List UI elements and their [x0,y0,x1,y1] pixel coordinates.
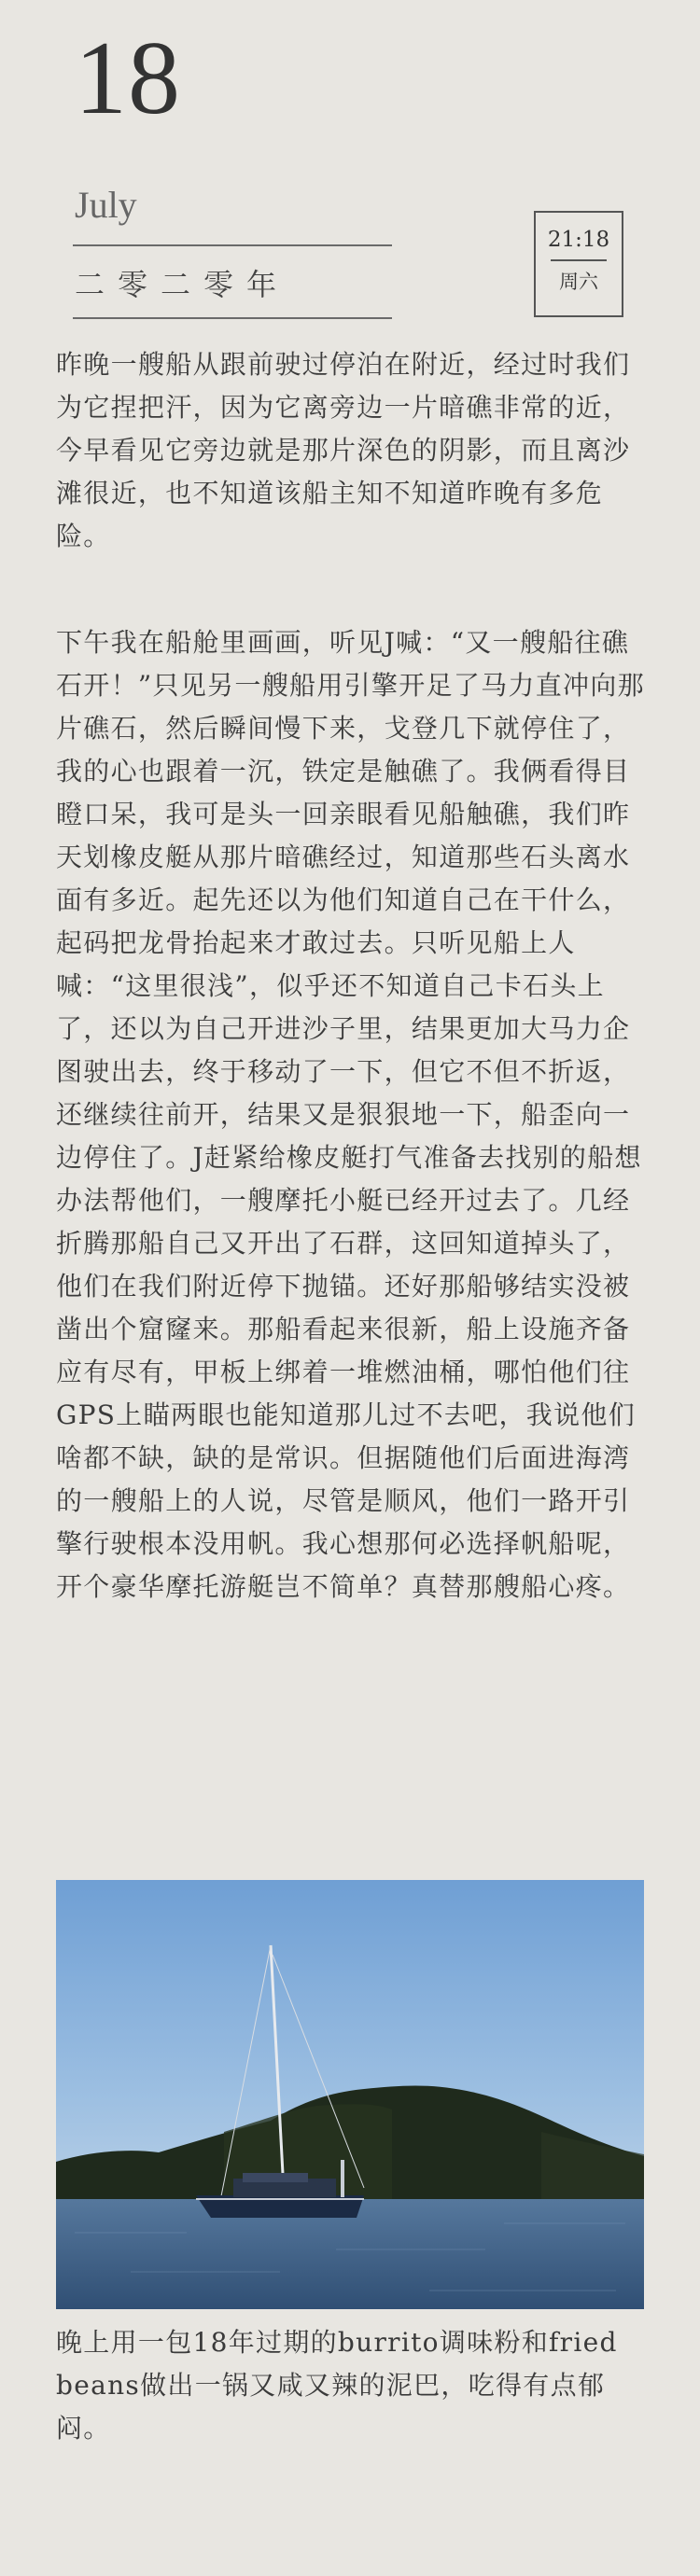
time-label: 21:18 [547,228,610,252]
header-divider-top [73,244,392,246]
paragraph-afternoon: 下午我在船舱里画画，听见J喊：“又一艘船往礁石开！”只见另一艘船用引擎开足了马力直冲向那片礁石，然后瞬间慢下来，戈登几下就停住了，我的心也跟着一沉，铁定是触礁了。我俩看得目瞪口呆，我可是头一回亲眼看见船触礁，我们昨天划橡皮艇从那片暗礁经过，知道那些石头离水面有多近。起先还以为他们知道自己在干什么，起码把龙骨抬起来才敢过去。只听见船上人喊：“这里很浅”，似乎还不知道自己卡石头上了，还以为自己开进沙子里，结果更加大马力企图驶出去，终于移动了一下，但它不但不折返，还继续往前开，结果又是狠狠地一下，船歪向一边停住了。J赶紧给橡皮艇打气准备去找别的船想办法帮他们，一艘摩托小艇已经开过去了。几经折腾那船自己又开出了石群，这回知道掉头了，他们在我们附近停下抛锚。还好那船够结实没被凿出个窟窿来。那船看起来很新，船上设施齐备应有尽有，甲板上绑着一堆燃油桶，哪怕他们往GPS上瞄两眼也能知道那儿过不去吧，我说他们啥都不缺，缺的是常识。但据随他们后面进海湾的一艘船上的人说，尽管是顺风，他们一路开引擎行驶根本没用帆。我心想那何必选择帆船呢，开个豪华摩托游艇岂不简单？真替那艘船心疼。 [56,627,645,1602]
header-divider-bottom [73,317,392,319]
time-box [534,211,623,317]
year-label: 二零二零年 [75,267,290,302]
weekday-label: 周六 [559,271,598,293]
sailboat-photo [56,1880,644,2309]
time-box-divider [551,259,607,261]
month-label: July [75,184,137,226]
day-number: 18 [75,21,181,136]
paragraph-morning: 昨晚一艘船从跟前驶过停泊在附近，经过时我们为它捏把汗，因为它离旁边一片暗礁非常的近，今早看见它旁边就是那片深色的阴影，而且离沙滩很近，也不知道该船主知不知道昨晚有多危险。 [56,349,631,551]
photo-caption: 晚上用一包18年过期的burrito调味粉和fried beans做出一锅又咸又辣的泥巴，吃得有点郁闷。 [56,2327,618,2444]
